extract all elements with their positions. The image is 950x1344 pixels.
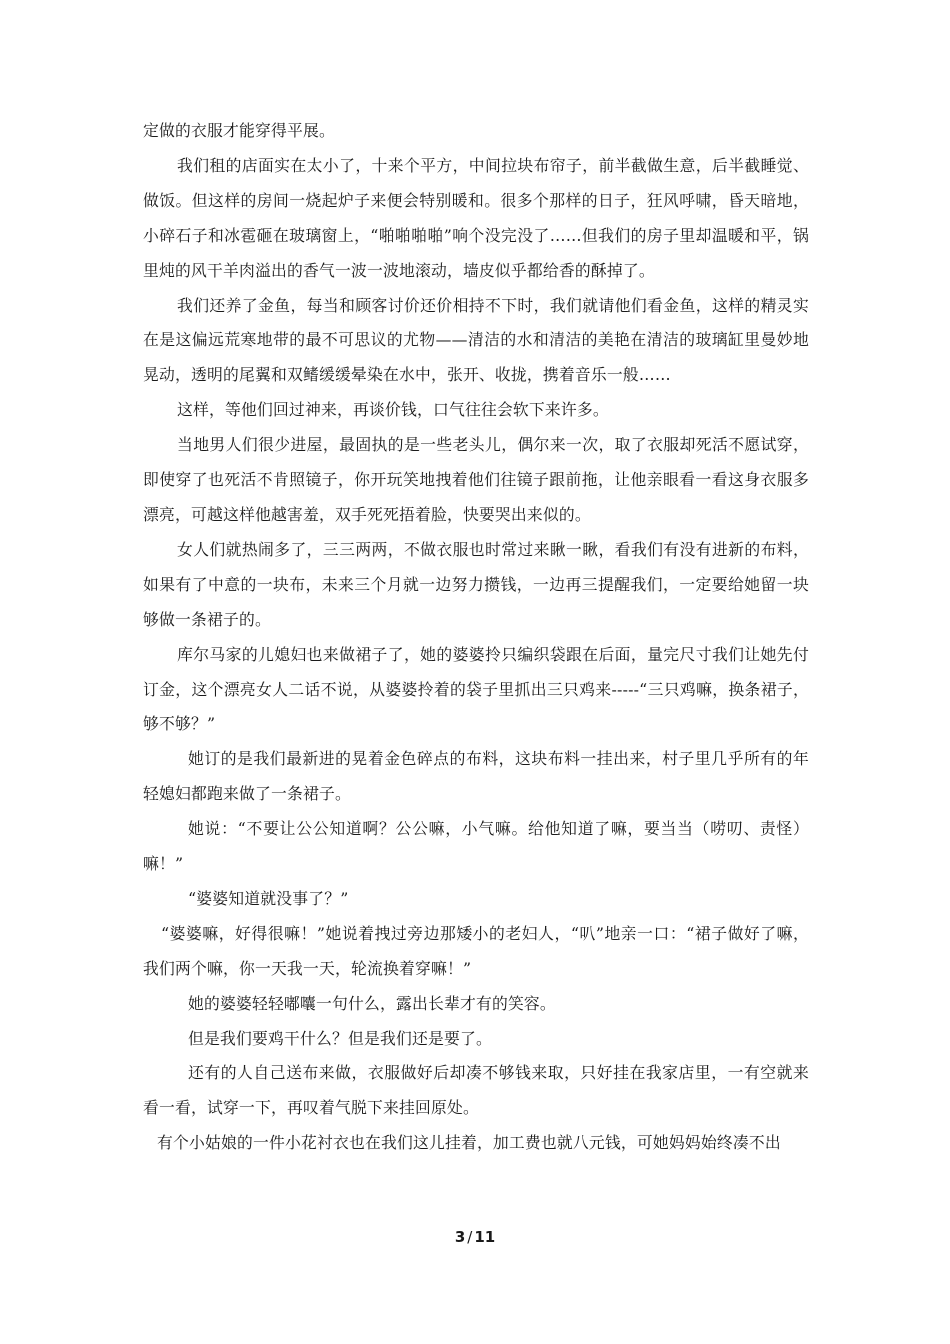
page-number bbox=[0, 1228, 950, 1246]
paragraph: 有个小姑娘的一件小花衬衣也在我们这儿挂着，加工费也就八元钱，可她妈妈始终凑不出 bbox=[157, 1133, 781, 1153]
paragraph: “婆婆嘛，好得很嘛！”她说着拽过旁边那矮小的老妇人，“叭”地亲一口：“裙子做好了嘛，我们两个嘛，你一天我一天，轮流换着穿嘛！” bbox=[143, 923, 809, 978]
paragraph: 她说：“不要让公公知道啊？公公嘛，小气嘛。给他知道了嘛，要当当（唠叨、责怪）嘛！” bbox=[143, 819, 809, 874]
paragraph: 我们租的店面实在太小了，十来个平方，中间拉块布帘子，前半截做生意，后半截睡觉、做饭。但这样的房间一烧起炉子来便会特别暖和。很多个那样的日子，狂风呼啸，昏天暗地，小碎石子和冰雹砸在玻璃窗上，“啪啪啪啪”响个没完没了……但我们的房子里却温暖和平，锅里炖的风干羊肉溢出的香气一波一波地滚动，墙皮似乎都给香的酥掉了。 bbox=[143, 155, 809, 280]
paragraph: 我们还养了金鱼，每当和顾客讨价还价相持不下时，我们就请他们看金鱼，这样的精灵实在是这偏远荒寒地带的最不可思议的尤物——清洁的水和清洁的美艳在清洁的玻璃缸里曼妙地晃动，透明的尾翼和双鳍缓缓晕染在水中，张开、收拢，携着音乐一般…… bbox=[143, 295, 809, 385]
paragraph: 这样，等他们回过神来，再谈价钱，口气往往会软下来许多。 bbox=[177, 400, 609, 420]
current-page-number: 3 bbox=[454, 1228, 466, 1246]
paragraph: 定做的衣服才能穿得平展。 bbox=[143, 121, 335, 140]
paragraph: 她订的是我们最新进的晃着金色碎点的布料，这块布料一挂出来，村子里几乎所有的年轻媳妇都跑来做了一条裙子。 bbox=[143, 749, 809, 804]
total-pages-number: 11 bbox=[474, 1228, 496, 1246]
paragraph: 她的婆婆轻轻嘟囔一句什么，露出长辈才有的笑容。 bbox=[188, 993, 556, 1013]
paragraph: 还有的人自己送布来做，衣服做好后却凑不够钱来取，只好挂在我家店里，一有空就来看一看，试穿一下，再叹着气脱下来挂回原处。 bbox=[143, 1063, 809, 1118]
paragraph: 但是我们要鸡干什么？但是我们还是要了。 bbox=[188, 1028, 492, 1048]
page-separator: / bbox=[467, 1228, 473, 1246]
paragraph: 库尔马家的儿媳妇也来做裙子了，她的婆婆拎只编织袋跟在后面，量完尺寸我们让她先付订金，这个漂亮女人二话不说，从婆婆拎着的袋子里抓出三只鸡来-----“三只鸡嘛，换条裙子，够不够？” bbox=[143, 644, 809, 734]
article-body bbox=[143, 114, 809, 1161]
paragraph: 女人们就热闹多了，三三两两，不做衣服也时常过来瞅一瞅，看我们有没有进新的布料，如果有了中意的一块布，未来三个月就一边努力攒钱，一边再三提醒我们，一定要给她留一块够做一条裙子的。 bbox=[143, 539, 809, 629]
paragraph: “婆婆知道就没事了？” bbox=[188, 888, 349, 908]
paragraph: 当地男人们很少进屋，最固执的是一些老头儿，偶尔来一次，取了衣服却死活不愿试穿，即使穿了也死活不肯照镜子，你开玩笑地拽着他们往镜子跟前拖，让他亲眼看一看这身衣服多漂亮，可越这样他越害羞，双手死死捂着脸，快要哭出来似的。 bbox=[143, 435, 809, 524]
